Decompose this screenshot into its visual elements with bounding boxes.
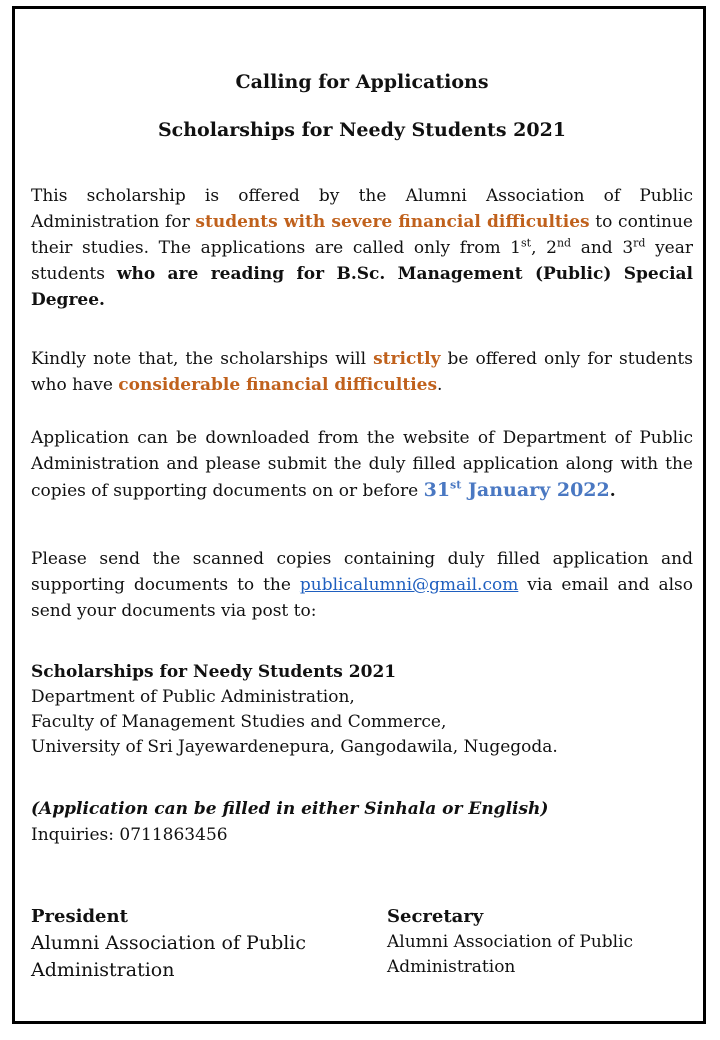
president-org-line-1: Alumni Association of Public: [31, 932, 307, 954]
intro-text-3: , 2: [531, 238, 557, 258]
secretary-title: Secretary: [387, 906, 484, 927]
submit-paragraph: [31, 546, 693, 624]
page-title: Calling for Applications: [235, 71, 489, 93]
secretary-org-line-2: Administration: [387, 957, 516, 977]
language-note-text: (Application can be filled in either Sinhala or English): [31, 799, 549, 819]
document-frame: [12, 6, 706, 1024]
deadline-day: 31: [423, 479, 451, 501]
intro-text-2: to continue their studies. The applications are called only from 1: [31, 212, 693, 258]
inquiries-text: Inquiries: 0711863456: [31, 825, 228, 845]
president-title: President: [31, 906, 128, 927]
address-title: Scholarships for Needy Students 2021: [31, 662, 397, 682]
note-text-1: Kindly note that, the scholarships will: [31, 349, 374, 369]
sup-nd: nd: [556, 236, 572, 250]
note-highlight-strictly: strictly: [373, 349, 441, 369]
intro-highlight: students with severe financial difficulties: [195, 212, 590, 232]
deadline-date: [424, 479, 610, 501]
president-org-line-2: Administration: [31, 959, 175, 981]
email-link[interactable]: publicalumni@gmail.com: [299, 575, 519, 595]
address-line-2: Faculty of Management Studies and Commerce,: [31, 712, 447, 732]
intro-text-4: and 3: [571, 238, 634, 258]
signature-secretary: [387, 904, 693, 980]
sup-rd: rd: [633, 236, 646, 250]
note-paragraph: [31, 346, 693, 398]
postal-address: [31, 660, 693, 760]
secretary-org-line-1: Alumni Association of Public: [387, 932, 634, 952]
download-text-2: .: [609, 481, 616, 501]
note-text-3: .: [437, 375, 443, 395]
deadline-month-year: January 2022: [461, 479, 610, 501]
note-highlight-difficulties: considerable financial difficulties: [118, 375, 438, 395]
intro-text-1: This scholarship is offered by the Alumni Association of Public Administration for: [31, 186, 693, 232]
submit-text-2: via email and also send your documents via post to:: [31, 575, 693, 621]
note-text-2: be offered only for students who have: [31, 349, 693, 395]
download-text-1: Application can be downloaded from the website of Department of Public Administration and please submit the duly filled application along with the copies of supporting documents on or before: [31, 428, 693, 501]
sup-st: st: [521, 236, 532, 250]
download-paragraph: [31, 425, 693, 504]
signature-president: [31, 904, 361, 984]
address-line-3: University of Sri Jayewardenepura, Gangodawila, Nugegoda.: [31, 737, 558, 757]
submit-text-1: Please send the scanned copies containing duly filled application and supporting documents to the: [31, 549, 693, 595]
intro-text-5: year students: [31, 238, 694, 284]
intro-paragraph: [31, 183, 693, 313]
page-subtitle: Scholarships for Needy Students 2021: [157, 119, 567, 141]
address-line-1: Department of Public Administration,: [31, 687, 355, 707]
intro-bold: who are reading for B.Sc. Management (Public) Special Degree.: [31, 264, 693, 310]
deadline-sup: st: [450, 478, 462, 492]
language-note: [31, 796, 693, 848]
